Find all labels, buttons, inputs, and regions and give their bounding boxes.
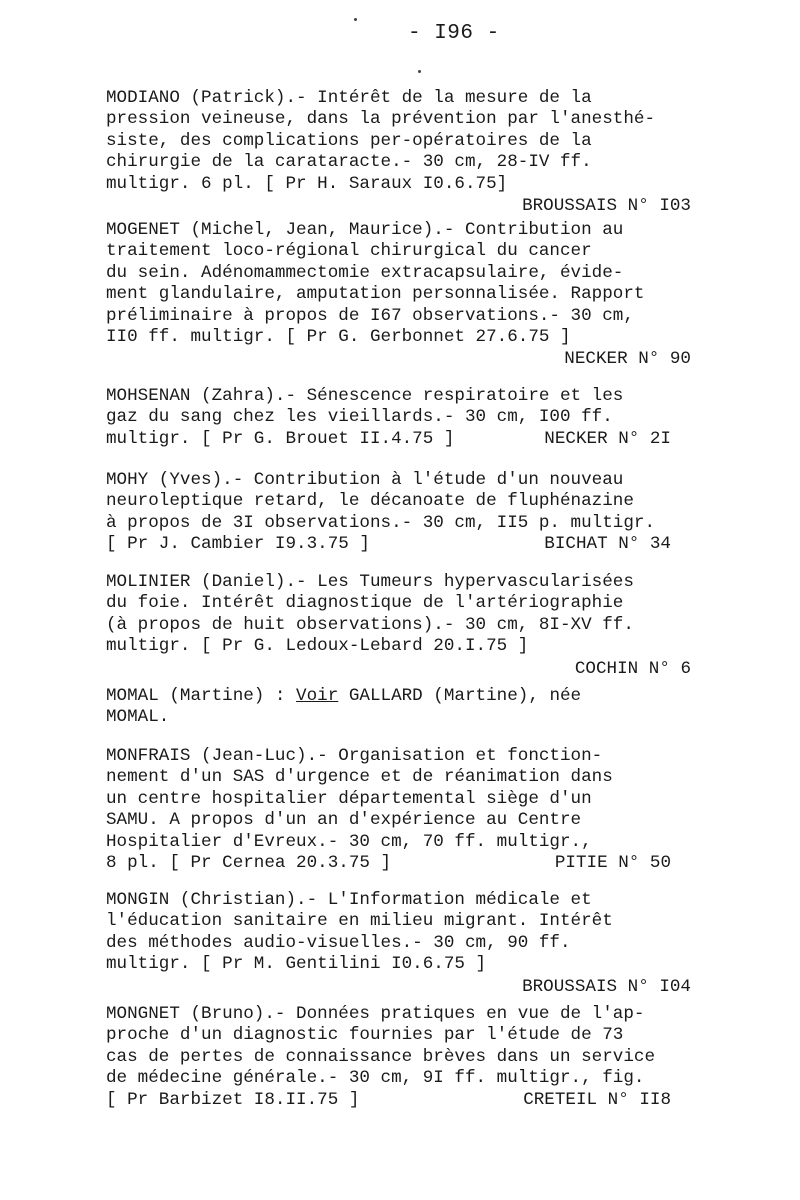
entry-mogenet — [106, 220, 706, 370]
entry-line: MONGIN (Christian).- L'Information médicale et — [106, 890, 592, 910]
entry-line: des méthodes audio-visuelles.- 30 cm, 90 ff. — [106, 932, 571, 953]
cross-reference: GALLARD (Martine), née — [338, 686, 582, 706]
entry-modiano — [106, 88, 706, 217]
entry-citation: [ Pr Barbizet I8.II.75 ] — [106, 1089, 360, 1110]
entry-mohy — [106, 470, 706, 556]
entry-line: proche d'un diagnostic fournies par l'étude de 73 — [106, 1025, 624, 1046]
entry-line: cas de pertes de connaissance brèves dans un service — [106, 1046, 656, 1067]
entry-location: BROUSSAIS N° I04 — [522, 976, 691, 997]
entry-line: MOGENET (Michel, Jean, Maurice).- Contribution au — [106, 220, 624, 240]
entry-last-line — [106, 1090, 671, 1111]
entry-line: nement d'un SAS d'urgence et de réanimation dans — [106, 767, 613, 788]
entry-line: neuroleptique retard, le décanoate de fluphénazine — [106, 491, 634, 512]
entry-line: multigr. [ Pr G. Ledoux-Lebard 20.I.75 ] — [106, 636, 529, 657]
entry-citation: [ Pr J. Cambier I9.3.75 ] — [106, 534, 370, 555]
entry-line: siste, des complications per-opératoires de la — [106, 130, 592, 151]
entry-line: à propos de 3I observations.- 30 cm, II5 p. multigr. — [106, 512, 656, 533]
entry-line: préliminaire à propos de I67 observations.- 30 cm, — [106, 305, 634, 326]
entry-monfrais — [106, 746, 706, 874]
entry-line: II0 ff. multigr. [ Pr G. Gerbonnet 27.6.75 ] — [106, 326, 571, 347]
entry-last-line — [106, 534, 671, 555]
entry-line: de médecine générale.- 30 cm, 9I ff. multigr., fig. — [106, 1068, 645, 1089]
entry-line: un centre hospitalier départemental siège d'un — [106, 788, 592, 809]
entry-line: MOHSENAN (Zahra).- Sénescence respiratoire et les — [106, 386, 624, 406]
entry-line: du sein. Adénomammectomie extracapsulaire, évide- — [106, 262, 624, 283]
entry-last-line — [106, 853, 671, 874]
entry-line: MONFRAIS (Jean-Luc).- Organisation et fonction- — [106, 746, 603, 766]
entry-line: Hospitalier d'Evreux.- 30 cm, 70 ff. multigr., — [106, 831, 592, 852]
entry-line: MOMAL. — [106, 707, 170, 728]
entry-line: SAMU. A propos d'un an d'expérience au Centre — [106, 810, 582, 831]
entry-location: CRETEIL N° II8 — [523, 1089, 671, 1110]
entry-location: NECKER N° 2I — [544, 428, 671, 449]
entry-line: MODIANO (Patrick).- Intérêt de la mesure de la — [106, 88, 592, 108]
entry-location: COCHIN N° 6 — [574, 658, 691, 679]
scan-speck — [354, 18, 357, 21]
entry-location: BICHAT N° 34 — [544, 534, 671, 555]
entry-line: multigr. 6 pl. [ Pr H. Saraux I0.6.75] — [106, 173, 508, 194]
entry-line: gaz du sang chez les vieillards.- 30 cm, I00 ff. — [106, 407, 613, 428]
entry-name: MOMAL (Martine) : — [106, 686, 297, 706]
scan-speck — [418, 70, 421, 73]
entry-line: MONGNET (Bruno).- Données pratiques en vue de l'ap- — [106, 1004, 645, 1024]
entry-line — [106, 686, 706, 707]
entry-line: MOHY (Yves).- Contribution à l'étude d'un nouveau — [106, 470, 624, 490]
entry-mongin — [106, 890, 706, 998]
entry-location: BROUSSAIS N° I03 — [522, 195, 691, 216]
entry-molinier — [106, 572, 706, 680]
entry-line: pression veineuse, dans la prévention par l'anesthé- — [106, 109, 656, 130]
entry-line: ment glandulaire, amputation personnalisée. Rapport — [106, 284, 645, 305]
entry-momal — [106, 686, 706, 729]
entry-location: PITIE N° 50 — [554, 852, 671, 873]
voir-link[interactable]: Voir — [296, 686, 339, 706]
entry-citation: 8 pl. [ Pr Cernea 20.3.75 ] — [106, 852, 392, 873]
entry-line: l'éducation sanitaire en milieu migrant. Intérêt — [106, 911, 613, 932]
entry-mohsenan — [106, 386, 706, 450]
entry-line: traitement loco-régional chirurgical du cancer — [106, 241, 592, 262]
page-number: - I96 - — [408, 22, 500, 45]
entry-line: (à propos de huit observations).- 30 cm, 8I-XV ff. — [106, 614, 634, 635]
entry-line: du foie. Intérêt diagnostique de l'artériographie — [106, 593, 624, 614]
entry-line: multigr. [ Pr M. Gentilini I0.6.75 ] — [106, 954, 487, 975]
entry-line: MOLINIER (Daniel).- Les Tumeurs hypervascularisées — [106, 572, 634, 592]
entry-citation: multigr. [ Pr G. Brouet II.4.75 ] — [106, 428, 455, 449]
entry-mongnet — [106, 1004, 706, 1111]
entry-last-line — [106, 429, 671, 450]
entry-line: chirurgie de la carataracte.- 30 cm, 28-IV ff. — [106, 152, 592, 173]
entry-location: NECKER N° 90 — [564, 349, 691, 370]
